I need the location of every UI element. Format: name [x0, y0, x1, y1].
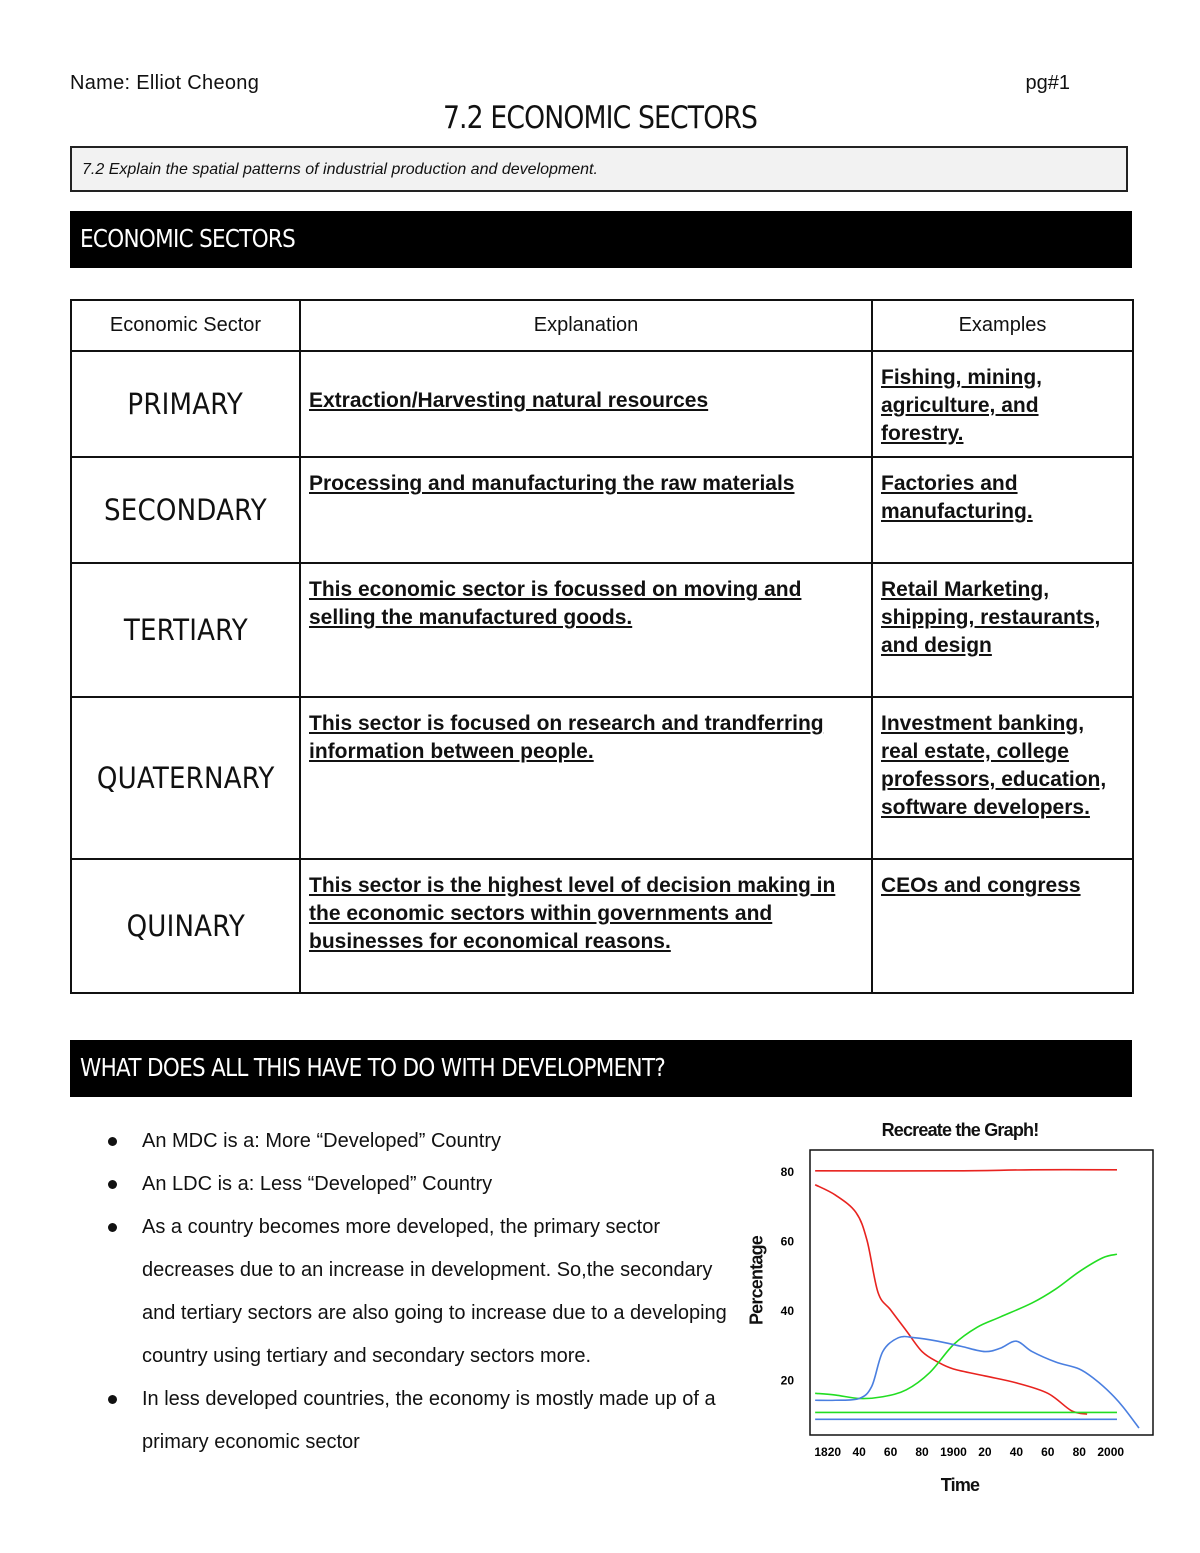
sector-explanation: This sector is focused on research and trandferring information between people.: [300, 697, 872, 859]
x-tick-label: 1820: [814, 1445, 842, 1459]
chart-x-axis-label: Time: [940, 1475, 980, 1495]
list-item: An LDC is a: Less “Developed” Country: [100, 1163, 740, 1206]
section-heading-development: WHAT DOES ALL THIS HAVE TO DO WITH DEVELOPMENT?: [70, 1040, 1132, 1097]
x-tick-label: 40: [852, 1445, 866, 1459]
table-row: [71, 697, 1133, 859]
bullet-dot-icon: [108, 1137, 117, 1146]
column-header: Economic Sector: [71, 300, 300, 351]
sector-name: PRIMARY: [71, 351, 300, 457]
sector-name: SECONDARY: [71, 457, 300, 563]
sector-explanation: Extraction/Harvesting natural resources: [300, 351, 872, 457]
chart-frame: [810, 1150, 1153, 1435]
sector-examples: CEOs and congress: [872, 859, 1133, 993]
y-tick-label: 80: [780, 1164, 794, 1179]
section-heading-economic-sectors: ECONOMIC SECTORS: [70, 211, 1132, 268]
table-row: [71, 563, 1133, 697]
sector-name: TERTIARY: [71, 563, 300, 697]
bullet-dot-icon: [108, 1395, 117, 1404]
x-tick-label: 20: [978, 1445, 992, 1459]
list-item: In less developed countries, the economy is mostly made up of a primary economic sector: [100, 1378, 740, 1464]
sector-explanation: Processing and manufacturing the raw materials: [300, 457, 872, 563]
x-tick-label: 60: [1041, 1445, 1055, 1459]
column-header: Explanation: [300, 300, 872, 351]
sector-examples: Investment banking, real estate, college professors, education, software developers.: [872, 697, 1133, 859]
chart-y-axis-label: Percentage: [746, 1235, 767, 1326]
table-row: [71, 859, 1133, 993]
sector-explanation: This sector is the highest level of decision making in the economic sectors within governments and businesses for economical reasons.: [300, 859, 872, 993]
sector-percentage-chart: [770, 1140, 1160, 1480]
sector-explanation: This economic sector is focussed on moving and selling the manufactured goods.: [300, 563, 872, 697]
y-tick-label: 20: [780, 1373, 794, 1388]
x-tick-label: 60: [883, 1445, 898, 1459]
sector-examples: Factories and manufacturing.: [872, 457, 1133, 563]
series-line-red: [815, 1185, 1087, 1414]
table-row: [71, 351, 1133, 457]
sector-examples: Retail Marketing, shipping, restaurants, and design: [872, 563, 1133, 697]
y-tick-label: 60: [780, 1234, 794, 1249]
x-tick-label: 2000: [1097, 1445, 1125, 1459]
series-line-red_flat: [815, 1170, 1117, 1171]
chart-title: Recreate the Graph!: [881, 1120, 1039, 1140]
sector-name: QUATERNARY: [71, 697, 300, 859]
series-line-blue: [815, 1337, 1139, 1429]
development-bullet-list: [100, 1120, 740, 1464]
table-row: [71, 457, 1133, 563]
learning-objective: 7.2 Explain the spatial patterns of industrial production and development.: [70, 146, 1128, 192]
table-header-row: [71, 300, 1133, 351]
student-name: Name: Elliot Cheong: [70, 72, 260, 94]
y-tick-label: 40: [780, 1303, 794, 1318]
economic-sectors-table: [70, 299, 1134, 994]
page-number: pg#1: [1025, 72, 1070, 94]
bullet-dot-icon: [108, 1180, 117, 1189]
x-tick-label: 40: [1009, 1445, 1024, 1459]
list-item: As a country becomes more developed, the primary sector decreases due to an increase in development. So,the secondary and tertiary sectors are also going to increase due to a developing country using tertiary and secondary sectors more.: [100, 1206, 740, 1378]
list-item: An MDC is a: More “Developed” Country: [100, 1120, 740, 1163]
sector-name: QUINARY: [71, 859, 300, 993]
student-name-value: Elliot Cheong: [136, 72, 260, 94]
sector-examples: Fishing, mining, agriculture, and forestry.: [872, 351, 1133, 457]
column-header: Examples: [872, 300, 1133, 351]
series-line-green: [815, 1254, 1117, 1398]
x-tick-label: 80: [1072, 1445, 1086, 1459]
page-title: 7.2 ECONOMIC SECTORS: [442, 100, 758, 136]
bullet-dot-icon: [108, 1223, 117, 1232]
x-tick-label: 80: [915, 1445, 929, 1459]
x-tick-label: 1900: [940, 1445, 967, 1459]
